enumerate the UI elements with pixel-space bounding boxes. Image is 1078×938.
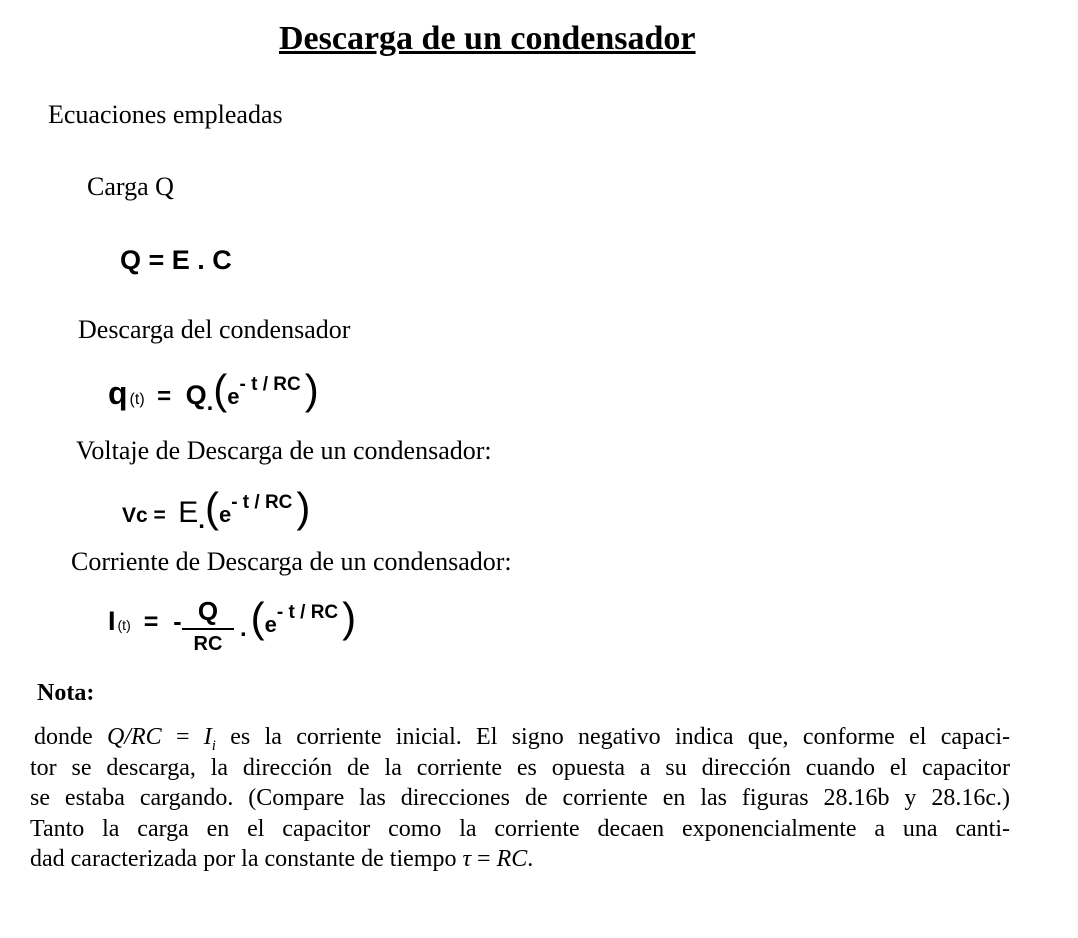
descarga-dot: . (206, 389, 214, 416)
descarga-lhs: q (108, 375, 128, 411)
corriente-lhs-sub: (t) (117, 617, 131, 633)
note-text: donde (34, 724, 107, 750)
note-text: dad caracterizada por la constante de tiempo (30, 846, 463, 872)
corriente-open-paren: ( (250, 594, 265, 641)
corriente-base: e (264, 612, 277, 637)
note-line-4: Tanto la carga en el capacitor como la corriente decaen exponencialmente a una canti- (30, 815, 1010, 842)
descarga-factor: Q (185, 380, 207, 410)
descarga-base: e (227, 384, 240, 409)
voltaje-label: Voltaje de Descarga de un condensador: (76, 436, 492, 465)
note-line-5 (30, 844, 1010, 875)
corriente-exp-group (240, 594, 356, 644)
note-math-tau: τ (462, 846, 472, 872)
corriente-label: Corriente de Descarga de un condensador: (71, 547, 512, 576)
carga-equation: Q = E . C (120, 245, 232, 275)
voltaje-open-paren: ( (204, 484, 219, 531)
note-line-3: se estaba cargando. (Compare las direcciones de corriente en las figuras 28.16b y 28.16c.) (30, 785, 1010, 811)
descarga-open-paren: ( (213, 366, 228, 413)
corriente-numerator: Q (197, 596, 219, 626)
corriente-fraction (182, 596, 234, 657)
corriente-close-paren: ) (342, 594, 357, 641)
carga-label: Carga Q (87, 172, 174, 201)
note-math-rc: RC (496, 846, 528, 872)
note-text: . (527, 846, 534, 872)
corriente-exponent: - t / RC (276, 602, 339, 623)
fraction-bar (182, 628, 234, 630)
descarga-equals: = (157, 383, 172, 410)
note-line-2: tor se descarga, la dirección de la corriente es opuesta a su dirección cuando el capacitor (30, 754, 1010, 781)
note-math-current: I (203, 724, 212, 750)
note-line-1 (30, 722, 1010, 753)
voltaje-factor: E (178, 496, 199, 529)
note-paragraph (30, 722, 1010, 875)
descarga-exponent: - t / RC (239, 374, 301, 395)
section-subtitle: Ecuaciones empleadas (48, 100, 283, 129)
voltaje-equation (122, 484, 310, 534)
note-math-sub: i (211, 737, 216, 754)
descarga-label: Descarga del condensador (78, 315, 351, 344)
voltaje-dot: . (198, 507, 205, 534)
corriente-sign: - (173, 608, 182, 636)
descarga-close-paren: ) (304, 366, 319, 413)
corriente-dot: . (240, 615, 247, 642)
note-math: Q/RC (106, 724, 162, 750)
voltaje-base: e (218, 502, 232, 527)
voltaje-lhs: Vc = (122, 504, 166, 527)
corriente-equals: = (143, 608, 159, 636)
corriente-lhs-group (108, 606, 182, 637)
note-math-equals: = (471, 846, 497, 872)
note-text: es la corriente inicial. El signo negativo indica que, conforme el capaci- (215, 724, 1011, 750)
voltaje-close-paren: ) (296, 484, 311, 531)
descarga-equation (108, 366, 319, 416)
page-title: Descarga de un condensador (279, 20, 696, 57)
corriente-lhs: I (108, 606, 116, 636)
note-heading: Nota: (37, 680, 95, 706)
descarga-lhs-sub: (t) (129, 391, 145, 408)
corriente-denominator: RC (193, 633, 223, 655)
note-math-equals: = (161, 724, 204, 750)
voltaje-exponent: - t / RC (231, 492, 293, 513)
